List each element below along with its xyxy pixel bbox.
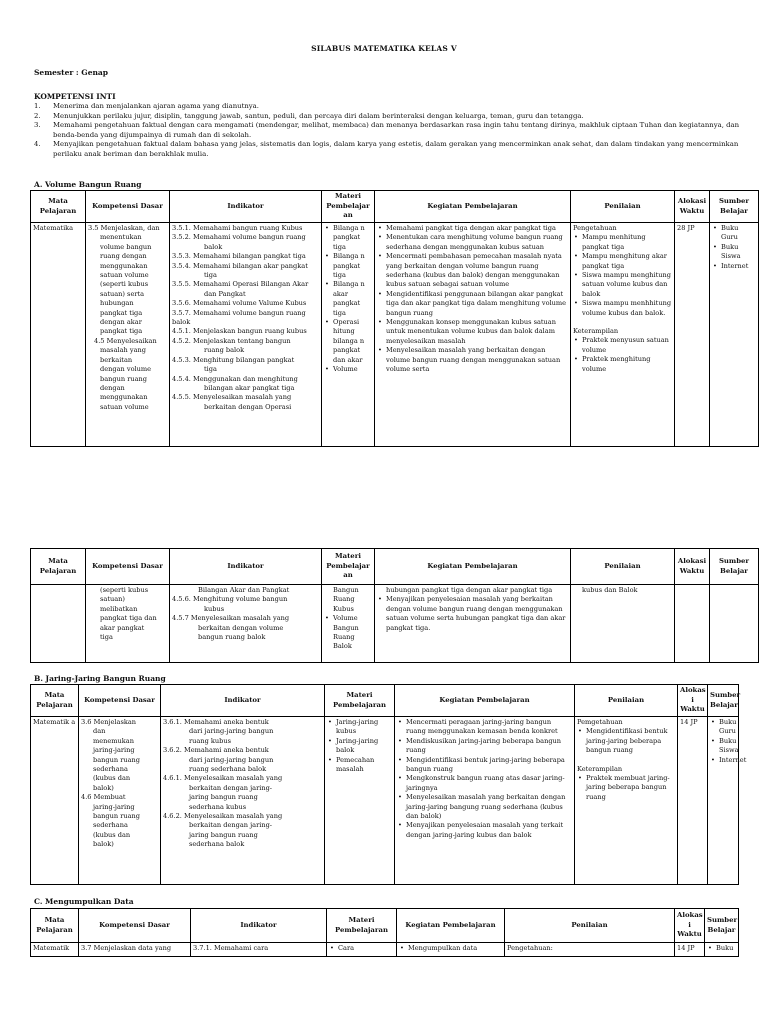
cell-kegiatan bbox=[397, 943, 505, 957]
list-item: • Mengidentifikasi penggunaan bilangan akar pangkat tiga dan akar pangkat tiga dalam menghitung volume bangun ruang bbox=[377, 290, 568, 318]
cell-penilaian: Pengetahuan: bbox=[505, 943, 675, 957]
header-kegiatan: Kegiatan Pembelajaran bbox=[397, 909, 505, 943]
cell-kd: 3.6 Menjelaskan dan menemukan jaring-jaring bangun ruang sederhana (kubus dan balok) 4.6 Membuat jaring-jaring bangun ruang sederhana (kubus dan balok) bbox=[79, 717, 161, 885]
cell-kegiatan: hubungan pangkat tiga dengan akar pangkat tiga • Menyajikan penyelesaian masalah yang berkaitan dengan volume bangun ruang dengan menggunakan satuan volume serta hubungan pangkat tiga dan akar pangkat tiga. bbox=[375, 585, 571, 663]
header-materi: Materi Pembelajar an bbox=[322, 549, 375, 585]
list-item: • Internet bbox=[712, 262, 756, 271]
list-item: • Praktek membuat jaring-jaring beberapa bangun ruang bbox=[577, 774, 675, 802]
list-item: • Mencermati peragaan jaring-jaring bangun ruang menggunakan kemasan benda konkret bbox=[397, 718, 572, 737]
list-item: • Bilanga n pangkat tiga bbox=[324, 224, 372, 252]
document-title: SILABUS MATEMATIKA KELAS V bbox=[311, 44, 457, 53]
list-item: • Volume Bangun Ruang Balok bbox=[324, 614, 372, 652]
list-item: • Praktek menyusun satuan volume bbox=[573, 336, 672, 355]
list-item: • Bilanga n akar pangkat tiga bbox=[324, 280, 372, 318]
cell-penilaian: Pengetahuan • Mampu menhitung pangkat tiga • Mampu menghitung akar pangkat tiga • Siswa mampu menghitung satuan volume kubus dan balok • Siswa mampu menhhitung volume kubus dan balok. Keterampilan • Praktek menyusun satuan volume • Praktek menghitung volume bbox=[571, 223, 675, 447]
list-item: • Buku Guru bbox=[710, 718, 736, 737]
header-materi: Materi Pembelajaran bbox=[327, 909, 397, 943]
list-item: • Memahami pangkat tiga dengan akar pangkat tiga bbox=[377, 224, 568, 233]
list-item: • Mengidentifikasi bentuk jaring-jaring beberapa bangun ruang bbox=[577, 727, 675, 755]
ki-item: 1. Menerima dan menjalankan ajaran agama yang dianutnya. bbox=[34, 102, 259, 110]
list-item: • Buku Siswa bbox=[710, 737, 736, 756]
list-item: • Cara bbox=[329, 944, 394, 953]
list-item: • Mampu menghitung akar pangkat tiga bbox=[573, 252, 672, 271]
header-kd: Kompetensi Dasar bbox=[86, 191, 170, 223]
header-materi: Materi Pembelajaran bbox=[325, 685, 395, 717]
cell-materi bbox=[327, 943, 397, 957]
cell-sumber bbox=[705, 943, 739, 957]
list-item: • Menyajikan penyelesaian masalah yang terkait dengan jaring-jaring kubus dan balok bbox=[397, 821, 572, 840]
cell-sumber bbox=[708, 717, 747, 885]
section-c-title: C. Mengumpulkan Data bbox=[34, 897, 134, 906]
cell-kd: (seperti kubus satuan) melibatkan pangkat tiga dan akar pangkat tiga bbox=[86, 585, 170, 663]
cell-kd: 3.5 Menjelaskan, dan menentukan volume bangun ruang dengan menggunakan satuan volume (seperti kubus satuan) serta hubungan pangkat tiga dengan akar pangkat tiga 4.5 Menyelesaikan masalah yang berkaitan dengan volume bangun ruang dengan menggunakan satuan volume bbox=[86, 223, 170, 447]
list-item: • Menggunakan konsep menggunakan kubus satuan untuk menentukan volume kubus dan balok dalam menyelesaikan masalah bbox=[377, 318, 568, 346]
list-item: • Jaring-jaring kubus bbox=[327, 718, 392, 737]
header-mata: Mata Pelajaran bbox=[31, 549, 86, 585]
cell-sumber bbox=[710, 223, 759, 447]
cell-alokasi bbox=[675, 585, 710, 663]
header-kegiatan: Kegiatan Pembelajaran bbox=[375, 191, 571, 223]
list-item: • Menentukan cara menghitung volume bangun ruang sederhana dengan menggunakan kubus satuan bbox=[377, 233, 568, 252]
list-item: • Mampu menhitung pangkat tiga bbox=[573, 233, 672, 252]
list-item: • Siswa mampu menhhitung volume kubus dan balok. bbox=[573, 299, 672, 318]
semester-label: Semester : Genap bbox=[34, 68, 109, 77]
cell-kegiatan bbox=[395, 717, 575, 885]
header-mata: Mata Pelajaran bbox=[31, 685, 79, 717]
list-item: • Buku Guru bbox=[712, 224, 756, 243]
header-mata: Mata Pelajaran bbox=[31, 191, 86, 223]
list-item: • Mengumpulkan data bbox=[399, 944, 502, 953]
header-sumber: Sumber Belajar bbox=[710, 549, 759, 585]
cell-alokasi: 14 JP bbox=[678, 717, 708, 885]
header-sumber: Sumber Belajar bbox=[708, 685, 739, 717]
list-item: • Jaring-jaring balok bbox=[327, 737, 392, 756]
cell-materi bbox=[322, 223, 375, 447]
cell-mata: Matematika bbox=[31, 223, 86, 447]
section-a-title: A. Volume Bangun Ruang bbox=[34, 180, 142, 189]
header-mata: Mata Pelajaran bbox=[31, 909, 79, 943]
cell-mata bbox=[31, 585, 86, 663]
list-item: • Buku bbox=[707, 944, 736, 953]
header-indikator: Indikator bbox=[161, 685, 325, 717]
list-item: • Buku Siswa bbox=[712, 243, 756, 262]
list-item: • Praktek menghitung volume bbox=[573, 355, 672, 374]
header-kd: Kompetensi Dasar bbox=[79, 685, 161, 717]
header-sumber: Sumber Belajar bbox=[710, 191, 759, 223]
cell-penilaian: Pemgetahuan • Mengidentifikasi bentuk jaring-jaring beberapa bangun ruang Keterampilan • Praktek membuat jaring-jaring beberapa bangun ruang bbox=[575, 717, 678, 885]
list-item: • Siswa mampu menghitung satuan volume kubus dan balok bbox=[573, 271, 672, 299]
section-b-title: B. Jaring-Jaring Bangun Ruang bbox=[34, 674, 166, 683]
list-item: • Internet bbox=[710, 756, 736, 765]
header-alokasi: Alokasi Waktu bbox=[675, 191, 710, 223]
cell-mata: Matematik bbox=[31, 943, 79, 957]
header-indikator: Indikator bbox=[191, 909, 327, 943]
header-indikator: Indikator bbox=[170, 191, 322, 223]
cell-kd: 3.7 Menjelaskan data yang bbox=[79, 943, 191, 957]
header-kegiatan: Kegiatan Pembelajaran bbox=[395, 685, 575, 717]
cell-materi: Bangun Ruang Kubus • Volume Bangun Ruang Balok bbox=[322, 585, 375, 663]
ki-heading: KOMPETENSI INTI bbox=[34, 92, 116, 101]
header-sumber: Sumber Belajar bbox=[705, 909, 739, 943]
table-section-b bbox=[30, 684, 747, 885]
ki-item: 3. Memahami pengetahuan faktual dengan cara mengamati (mendengar, melihat, membaca) dan menanya berdasarkan rasa ingin tahu tentang dirinya, makhluk ciptaan Tuhan dan kegiatannya, dan benda-benda yang dijumpainya di rumah dan di sekolah. bbox=[34, 121, 740, 139]
header-alokasi: Alokas i Waktu bbox=[678, 685, 708, 717]
ki-list bbox=[34, 102, 744, 160]
cell-materi bbox=[325, 717, 395, 885]
cell-indikator: 3.6.1. Memahami aneka bentuk dari jaring-jaring bangun ruang kubus 3.6.2. Memahami aneka bentuk dari jaring-jaring bangun ruang sederhana balok 4.6.1. Menyelesaikan masalah yang berkaitan dengan jaring- jaring bangun ruang sederhana kubus 4.6.2. Menyelesaikan masalah yang berkaitan dengan jaring- jaring bangun ruang sederhana balok bbox=[161, 717, 325, 885]
header-alokasi: Alokasi Waktu bbox=[675, 549, 710, 585]
list-item: • Mengidentifikasi bentuk jaring-jaring beberapa bangun ruang bbox=[397, 756, 572, 775]
table-section-a bbox=[30, 190, 759, 447]
cell-kegiatan bbox=[375, 223, 571, 447]
cell-alokasi: 14 JP bbox=[675, 943, 705, 957]
table-section-c bbox=[30, 908, 739, 957]
ki-item: 2. Menunjukkan perilaku jujur, disiplin, tanggung jawab, santun, peduli, dan percaya diri dalam berinteraksi dengan keluarga, teman, guru dan tetangga. bbox=[34, 111, 584, 120]
list-item: • Operasi hitung bilanga n pangkat dan akar bbox=[324, 318, 372, 365]
list-item: • Pemecahan masalah bbox=[327, 756, 392, 775]
cell-mata: Matematik a bbox=[31, 717, 79, 885]
header-materi: Materi Pembelajar an bbox=[322, 191, 375, 223]
header-penilaian: Penilaian bbox=[575, 685, 678, 717]
header-alokasi: Alokas i Waktu bbox=[675, 909, 705, 943]
list-item: • Bilanga n pangkat tiga bbox=[324, 252, 372, 280]
list-item: • Menyelesaikan masalah yang berkaitan dengan volume bangun ruang dengan menggunakan satuan volume serta bbox=[377, 346, 568, 374]
header-kd: Kompetensi Dasar bbox=[86, 549, 170, 585]
list-item: • Mendiskusikan jaring-jaring beberapa bangun ruang bbox=[397, 737, 572, 756]
cell-indikator: 3.5.1. Memahami bangun ruang Kubus 3.5.2. Memahami volume bangun ruang balok 3.5.3. Memahami bilangan pangkat tiga 3.5.4. Memahami bilangan akar pangkat tiga 3.5.5. Memahami Operasi Bilangan Akar dan Pangkat 3.5.6. Memahami volume Valume Kubus 3.5.7. Memahami volume bangun ruang balok 4.5.1. Menjelaskan bangun ruang kubus 4.5.2. Menjelaskan tentang bangun ruang balok 4.5.3. Menghitung bilangan pangkat tiga 4.5.4. Menggunakan dan menghitung bilangan akar pangkat tiga 4.5.5. Menyelesaikan masalah yang berkaitan dengan Operasi bbox=[170, 223, 322, 447]
list-item: • Volume bbox=[324, 365, 372, 374]
cell-penilaian: kubus dan Balok bbox=[571, 585, 675, 663]
list-item: • Mengkonstruk bangun ruang atas dasar jaring-jaringnya bbox=[397, 774, 572, 793]
header-penilaian: Penilaian bbox=[571, 549, 675, 585]
cell-indikator: 3.7.1. Memahami cara bbox=[191, 943, 327, 957]
header-indikator: Indikator bbox=[170, 549, 322, 585]
list-item: • Menyelesaikan masalah yang berkaitan dengan jaring-jaring bangung ruang sederhana (kubus dan balok) bbox=[397, 793, 572, 821]
cell-indikator: Bilangan Akar dan Pangkat 4.5.6. Menghitung volume bangun kubus 4.5.7 Menyelesaikan masalah yang berkaitan dengan volume bangun ruang balok bbox=[170, 585, 322, 663]
cell-alokasi: 28 JP bbox=[675, 223, 710, 447]
ki-item: 4. Menyajikan pengetahuan faktual dalam bahasa yang jelas, sistematis dan logis, dalam karya yang estetis, dalam gerakan yang mencerminkan anak sehat, dan dalam tindakan yang mencerminkan perilaku anak beriman dan berakhlak mulia. bbox=[34, 140, 739, 158]
header-penilaian: Penilaian bbox=[505, 909, 675, 943]
header-penilaian: Penilaian bbox=[571, 191, 675, 223]
cell-sumber bbox=[710, 585, 759, 663]
list-item: • Mencermati pembahasan pemecahan masalah nyata yang berkaitan dengan volume bangun ruang sederhana (kubus dan balok) dengan menggunakan kubus satuan sebagai satuan volume bbox=[377, 252, 568, 290]
header-kegiatan: Kegiatan Pembelajaran bbox=[375, 549, 571, 585]
header-kd: Kompetensi Dasar bbox=[79, 909, 191, 943]
list-item: • Menyajikan penyelesaian masalah yang berkaitan dengan volume bangun ruang dengan menggunakan satuan volume serta hubungan pangkat tiga dan akar pangkat tiga. bbox=[377, 595, 568, 633]
table-section-a-continued bbox=[30, 548, 759, 663]
